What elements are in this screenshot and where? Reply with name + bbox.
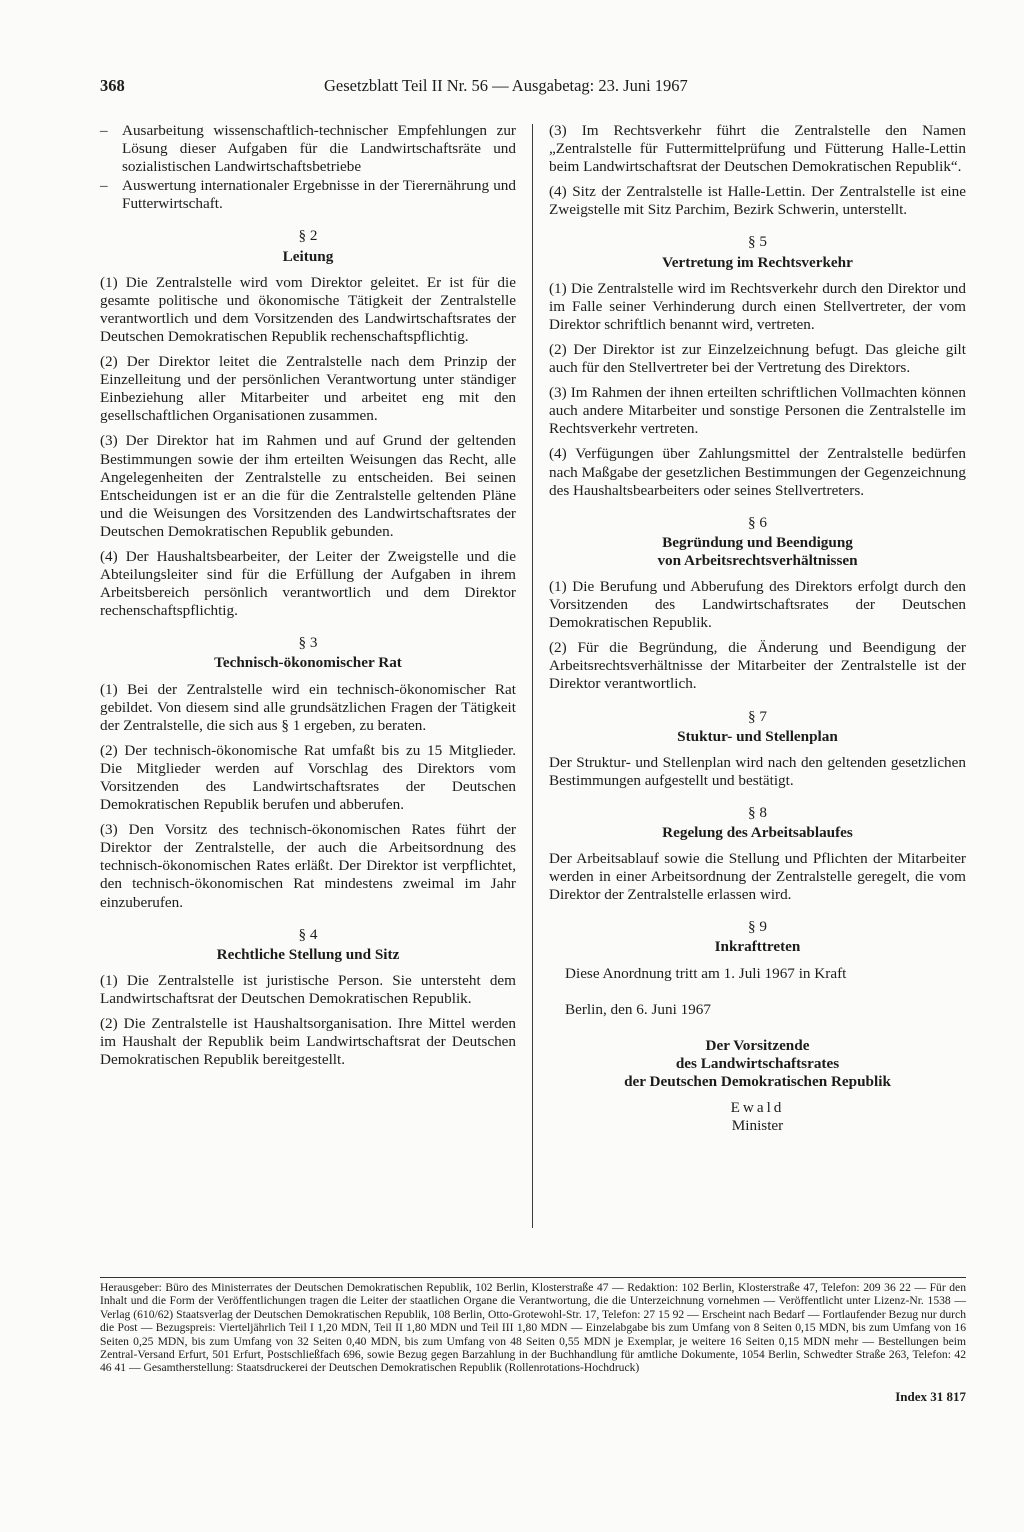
- paragraph: (4) Der Haushaltsbearbeiter, der Leiter der Zweigstelle und die Abteilungsleiter sind für die Erfüllung der Aufgaben in ihrem Arbeitsbereich persönlich verantwortlich und dem Direktor rechenschaftspflichtig.: [100, 547, 516, 620]
- section-title: Inkrafttreten: [714, 938, 801, 956]
- place-date: Berlin, den 6. Juni 1967: [565, 1000, 711, 1018]
- paragraph: (1) Bei der Zentralstelle wird ein technisch-ökonomischer Rat gebildet. Von diesem sind alle grundsätzlichen Fragen der Tätigkeit der Zentralstelle, die sich aus § 1 ergeben, zu beraten.: [100, 680, 516, 734]
- signatory-role: Minister: [731, 1116, 784, 1134]
- paragraph: (1) Die Zentralstelle wird im Rechtsverkehr durch den Direktor und im Falle seiner Verhinderung durch einen Stellvertreter, der vom Direktor schriftlich benannt wird, vertreten.: [549, 279, 966, 333]
- paragraph: (1) Die Zentralstelle wird vom Direktor geleitet. Er ist für die gesamte politische und ökonomische Tätigkeit der Zentralstelle verantwortlich und dem Vorsitzenden des Landwirtschaftsrates der Deutschen Demokratischen Republik rechenschaftspflichtig.: [100, 273, 516, 345]
- section-title: Technisch-ökonomischer Rat: [214, 654, 402, 672]
- list-item-text: Auswertung internationaler Ergebnisse in der Tierernährung und Futterwirtschaft.: [122, 177, 516, 213]
- signatory-title: der Deutschen Demokratischen Republik: [624, 1072, 891, 1090]
- footer-rule: [100, 1277, 966, 1278]
- section-title-line: Begründung und Beendigung: [662, 533, 853, 551]
- section-title-line: von Arbeitsrechtsverhältnissen: [657, 551, 858, 569]
- section-number: § 2: [298, 227, 318, 245]
- enactment-text: Diese Anordnung tritt am 1. Juli 1967 in Kraft: [565, 964, 847, 982]
- paragraph: (1) Die Zentralstelle ist juristische Person. Sie untersteht dem Landwirtschaftsrat der Deutschen Demokratischen Republik.: [100, 971, 516, 1007]
- paragraph: (2) Die Zentralstelle ist Haushaltsorganisation. Ihre Mittel werden im Haushalt der Republik beim Landwirtschaftsrat der Deutschen Demokratischen Republik bereitgestellt.: [100, 1015, 516, 1069]
- imprint-text: Herausgeber: Büro des Ministerrates der Deutschen Demokratischen Republik, 102 Berlin, Klosterstraße 47 — Redaktion: 102 Berlin, Klosterstraße 47, Telefon: 209 36 22 — Für den Inhalt und die Form der Veröffentlichungen tragen die Leiter der staatlichen Organe die Verantwortung, die die Unterzeichnung vornehmen — Veröffentlicht unter Lizenz-Nr. 1538 — Verlag (610/62) Staatsverlag der Deutschen Demokratischen Republik, 108 Berlin, Otto-Grotewohl-Str. 17, Telefon: 27 15 92 — Erscheint nach Bedarf — Fortlaufender Bezug nur durch die Post — Bezugspreis: Vierteljährlich Teil I 1,20 MDN, Teil II 1,80 MDN und Teil III 1,80 MDN — Einzelabgabe bis zum Umfang von 8 Seiten 0,15 MDN, bis zum Umfang von 16 Seiten 0,25 MDN, bis zum Umfang von 32 Seiten 0,40 MDN, bis zum Umfang von 48 Seiten 0,55 MDN je Exemplar, je weitere 16 Seiten 0,15 MDN mehr — Bestellungen beim Zentral-Versand Erfurt, 501 Erfurt, Postschließfach 696, sowie Bezug gegen Barzahlung in der Buchhandlung für amtliche Dokumente, 1054 Berlin, Schwedter Straße 263, Telefon: 42 46 41 — Gesamtherstellung: Staatsdruckerei der Deutschen Demokratischen Republik (Rollenrotations-Hochdruck): [100, 1281, 966, 1375]
- paragraph: (2) Der Direktor ist zur Einzelzeichnung befugt. Das gleiche gilt auch für den Stellvertreter bei der Vertretung des Direktors.: [549, 340, 966, 377]
- section-title: Stuktur- und Stellenplan: [677, 727, 838, 745]
- paragraph: (4) Verfügungen über Zahlungsmittel der Zentralstelle bedürfen nach Maßgabe der gesetzlichen Bestimmungen der Gegenzeichnung des Haushaltsbearbeiters oder seines Stellvertreters.: [549, 445, 966, 499]
- section-title: Leitung: [282, 247, 334, 265]
- paragraph: (2) Der Direktor leitet die Zentralstelle nach dem Prinzip der Einzelleitung und der persönlichen Verantwortung unter ständiger Einbeziehung aller Mitarbeiter und arbeitet eng mit den gesellschaftlichen Organisationen zusammen.: [100, 353, 516, 425]
- section-number: § 7: [748, 707, 767, 725]
- signatory-name: Ewald: [730, 1098, 785, 1116]
- list-item-text: Ausarbeitung wissenschaftlich-technischer Empfehlungen zur Lösung dieser Aufgaben für die Landwirtschaftsräte und sozialistischen Landwirtschaftsbetriebe: [122, 122, 516, 176]
- section-title: Rechtliche Stellung und Sitz: [216, 945, 400, 963]
- section-number: § 3: [298, 634, 318, 652]
- page-header: [100, 76, 966, 100]
- section-number: § 5: [748, 233, 767, 251]
- signatory-title: Der Vorsitzende: [705, 1036, 810, 1054]
- paragraph: (2) Der technisch-ökonomische Rat umfaßt bis zu 15 Mitglieder. Die Mitglieder werden auf Vorschlag des Direktors vom Vorsitzenden des Landwirtschaftsrates der Deutschen Demokratischen Republik berufen und abberufen.: [100, 741, 516, 814]
- section-number: § 6: [748, 513, 767, 531]
- index-number: Index 31 817: [895, 1389, 966, 1404]
- section-title: Vertretung im Rechtsverkehr: [662, 253, 853, 271]
- section-title: Regelung des Arbeitsablaufes: [662, 824, 853, 841]
- paragraph: Der Struktur- und Stellenplan wird nach den geltenden gesetzlichen Bestimmungen aufgestellt und bestätigt.: [549, 753, 966, 789]
- list-item: [100, 122, 516, 176]
- paragraph: (2) Für die Begründung, die Änderung und Beendigung der Arbeitsrechtsverhältnisse der Mitarbeiter der Zentralstelle ist der Direktor verantwortlich.: [549, 639, 966, 693]
- paragraph: (3) Im Rahmen der ihnen erteilten schriftlichen Vollmachten können auch andere Mitarbeiter und sonstige Personen die Zentralstelle im Rechtsverkehr vertreten.: [549, 384, 966, 438]
- section-number: § 8: [748, 803, 767, 821]
- signature-block: [549, 1037, 966, 1091]
- dash-bullet: –: [100, 122, 108, 139]
- paragraph: Der Arbeitsablauf sowie die Stellung und Pflichten der Mitarbeiter werden in einer Arbeitsordnung der Zentralstelle geregelt, die vom Direktor der Zentralstelle erlassen wird.: [549, 850, 966, 904]
- right-column: [549, 122, 966, 1135]
- paragraph: (4) Sitz der Zentralstelle ist Halle-Lettin. Der Zentralstelle ist eine Zweigstelle mit Sitz Parchim, Bezirk Schwerin, unterstellt.: [549, 183, 966, 219]
- section-number: § 9: [748, 918, 767, 936]
- running-title: Gesetzblatt Teil II Nr. 56 — Ausgabetag: 23. Juni 1967: [324, 76, 688, 95]
- paragraph: (3) Den Vorsitz des technisch-ökonomischen Rates führt der Direktor der Zentralstelle, der auch die Arbeitsordnung des technisch-ökonomischen Rates erläßt. Der Direktor ist verpflichtet, den technisch-ökonomischen Rat mindestens zweimal im Jahr einzuberufen.: [100, 821, 516, 911]
- list-item: [100, 177, 516, 213]
- paragraph: (1) Die Berufung und Abberufung des Direktors erfolgt durch den Vorsitzenden des Landwirtschaftsrates der Deutschen Demokratischen Republik.: [549, 577, 966, 632]
- page-number: 368: [100, 76, 125, 95]
- section-title: [549, 534, 966, 570]
- left-column: [100, 122, 516, 1076]
- signatory-title: des Landwirtschaftsrates: [675, 1054, 840, 1072]
- section-number: § 4: [298, 925, 318, 943]
- column-divider: [532, 124, 533, 1228]
- paragraph: (3) Der Direktor hat im Rahmen und auf Grund der geltenden Bestimmungen sowie der ihm erteilten Weisungen das Recht, alle Angelegenheiten der Zentralstelle zu entscheiden. Bei seinen Entscheidungen ist er an die für die Zentralstelle geltenden Pläne und die Weisungen des Vorsitzenden des Landwirtschaftsrates der Deutschen Demokratischen Republik gebunden.: [100, 432, 516, 540]
- paragraph: (3) Im Rechtsverkehr führt die Zentralstelle den Namen „Zentralstelle für Futtermittelprüfung und Fütterung Halle-Lettin beim Landwirtschaftsrat der Deutschen Demokratischen Republik“.: [549, 122, 966, 176]
- dash-bullet: –: [100, 177, 108, 195]
